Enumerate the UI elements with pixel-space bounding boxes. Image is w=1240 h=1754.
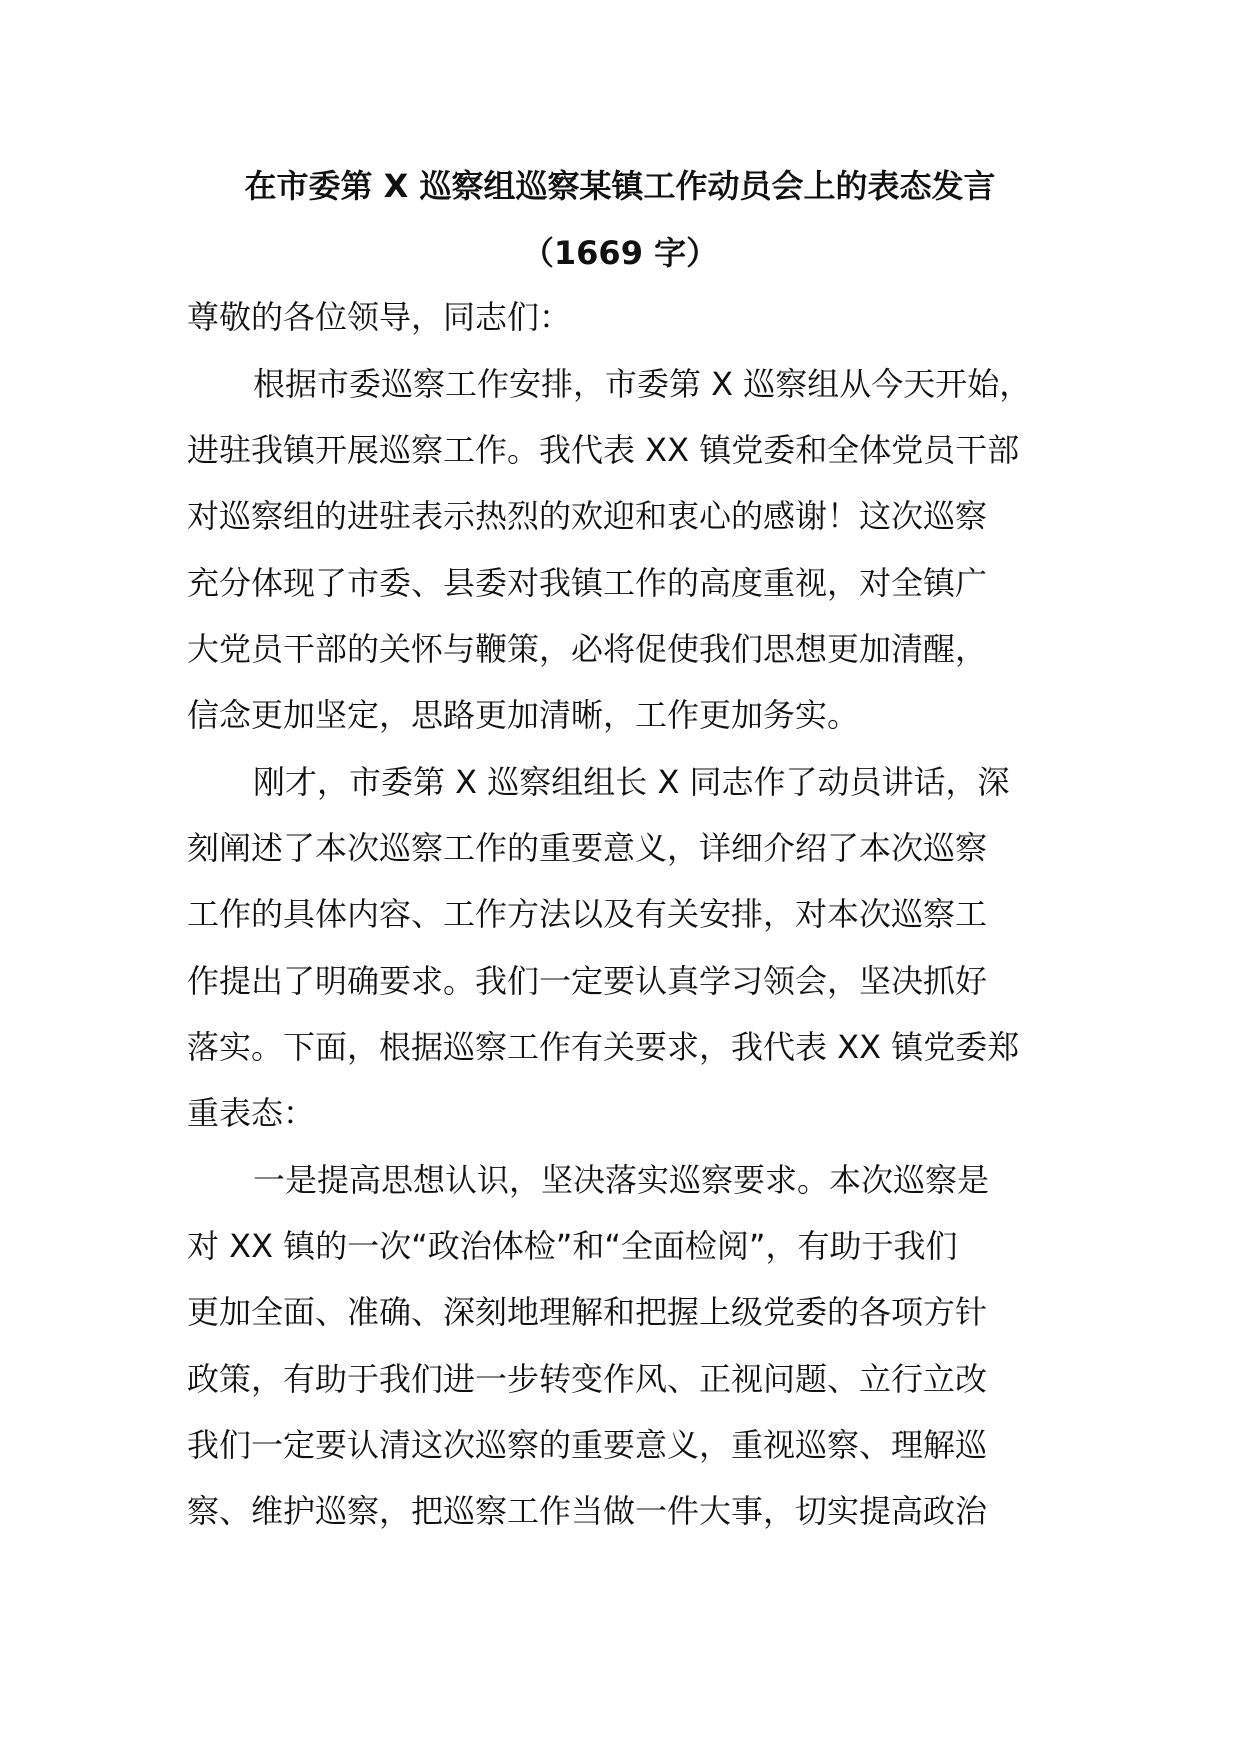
paragraph-line: 政策，有助于我们进一步转变作风、正视问题、立行立改 bbox=[187, 1360, 988, 1398]
paragraph-line: 充分体现了市委、县委对我镇工作的高度重视，对全镇广 bbox=[187, 564, 988, 602]
paragraph-line: 根据市委巡察工作安排，市委第 X 巡察组从今天开始， bbox=[253, 365, 1032, 403]
paragraph-line: 对 XX 镇的一次“政治体检”和“全面检阅”，有助于我们 bbox=[187, 1227, 958, 1265]
paragraph-line: 进驻我镇开展巡察工作。我代表 XX 镇党委和全体党员干部 bbox=[187, 431, 1020, 469]
paragraph-line: 刚才，市委第 X 巡察组组长 X 同志作了动员讲话，深 bbox=[253, 763, 1010, 801]
document-title: 在市委第 X 巡察组巡察某镇工作动员会上的表态发言 bbox=[244, 167, 996, 205]
paragraph-line: 对巡察组的进驻表示热烈的欢迎和衷心的感谢！这次巡察 bbox=[187, 497, 988, 535]
paragraph-line: 更加全面、准确、深刻地理解和把握上级党委的各项方针 bbox=[187, 1293, 988, 1331]
paragraph-line: 作提出了明确要求。我们一定要认真学习领会，坚决抓好 bbox=[187, 962, 988, 1000]
paragraph-line: 落实。下面，根据巡察工作有关要求，我代表 XX 镇党委郑 bbox=[187, 1028, 1020, 1066]
document-subtitle: （1669 字） bbox=[521, 234, 719, 272]
paragraph-line: 工作的具体内容、工作方法以及有关安排，对本次巡察工 bbox=[187, 895, 988, 933]
paragraph-line: 重表态： bbox=[187, 1094, 316, 1132]
paragraph-line: 大党员干部的关怀与鞭策，必将促使我们思想更加清醒， bbox=[187, 630, 988, 668]
paragraph-line: 一是提高思想认识，坚决落实巡察要求。本次巡察是 bbox=[253, 1161, 990, 1199]
paragraph-line: 信念更加坚定，思路更加清晰，工作更加务实。 bbox=[187, 696, 860, 734]
paragraph-line: 察、维护巡察，把巡察工作当做一件大事，切实提高政治 bbox=[187, 1492, 988, 1530]
salutation: 尊敬的各位领导，同志们： bbox=[187, 298, 572, 336]
paragraph-line: 刻阐述了本次巡察工作的重要意义，详细介绍了本次巡察 bbox=[187, 829, 988, 867]
paragraph-line: 我们一定要认清这次巡察的重要意义，重视巡察、理解巡 bbox=[187, 1426, 988, 1464]
